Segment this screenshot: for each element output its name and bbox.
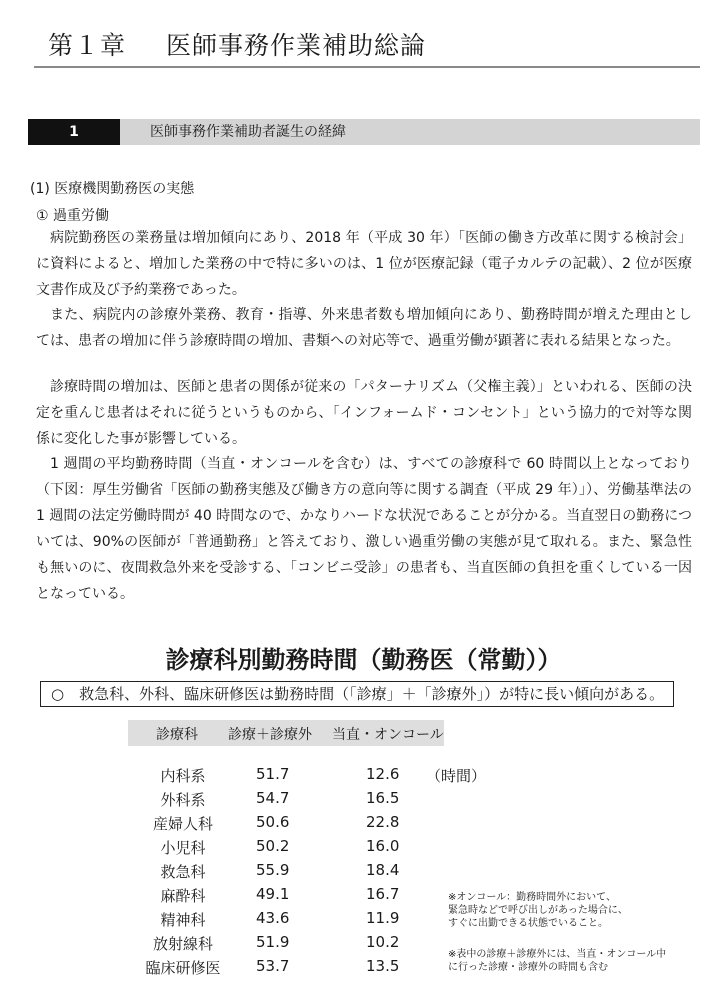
subsubsection-heading: ① 過重労働: [36, 208, 110, 224]
table-row: [128, 837, 428, 861]
oncall-hours: 16.7: [366, 885, 400, 903]
chapter-rule: [34, 66, 700, 68]
body-paragraph: 1 週間の平均勤務時間（当直・オンコールを含む）は、すべての診療科で 60 時間以上となっており（下図：厚生労働省「医師の勤務実態及び働き方の意向等に関する調査（平成 29 年）」）、労働基準法の 1 週間の法定労働時間が 40 時間なので、かなりハードな状況であることが分かる。当直翌日の勤務については、90%の医師が「普通勤務」と答えており、激しい過重労働の実態が見て取れる。また、緊急性も無いのに、夜間救急外来を受診する、「コンビニ受診」の患者も、当直医師の負担を重くしている一因となっている。: [36, 456, 692, 602]
oncall-hours: 10.2: [366, 933, 400, 951]
body-paragraph: 病院勤務医の業務量は増加傾向にあり、2018 年（平成 30 年）「医師の働き方改革に関する検討会」に資料によると、増加した業務の中で特に多いのは、1 位が医療記録（電子カルテの記載）、2 位が医療文書作成及び予約業務であった。: [36, 230, 692, 298]
oncall-hours: 12.6: [366, 765, 400, 783]
oncall-hours: 16.5: [366, 789, 400, 807]
table-row: [128, 957, 428, 981]
work-hours: 50.6: [256, 813, 290, 831]
section-title: 医師事務作業補助者誕生の経緯: [150, 124, 346, 140]
table-row: [128, 933, 428, 957]
work-hours: 51.7: [256, 765, 290, 783]
table-row: [128, 789, 428, 813]
header-oncall-hours: 当直・オンコール: [332, 727, 444, 743]
table-row: [128, 885, 428, 909]
summary-note-box: ○ 救急科、外科、臨床研修医は勤務時間（「診療」＋「診療外」）が特に長い傾向がある。: [40, 681, 674, 707]
oncall-footnote: ※オンコール：勤務時間外において、 緊急時などで呼び出しがあった場合に、 すぐに出勤できる状態でいること。: [448, 892, 628, 929]
work-hours: 54.7: [256, 789, 290, 807]
dept-name: 救急科: [160, 863, 206, 881]
table-footnote: ※表中の診療＋診療外には、当直・オンコール中 に行った診療・診療外の時間も含む: [448, 949, 667, 973]
body-paragraph: 診療時間の増加は、医師と患者の関係が従来の「パターナリズム（父権主義）」といわれる、医師の決定を重んじ患者はそれに従うというものから、「インフォームド・コンセント」という協力的で対等な関係に変化した事が影響している。: [36, 379, 692, 447]
section-bar: [28, 119, 700, 145]
work-hours: 51.9: [256, 933, 290, 951]
dept-name: 麻酔科: [160, 887, 206, 905]
dept-name: 放射線科: [152, 935, 213, 953]
dept-name: 小児科: [160, 839, 206, 857]
oncall-hours: 22.8: [366, 813, 400, 831]
oncall-hours: 18.4: [366, 861, 400, 879]
body-paragraph: また、病院内の診療外業務、教育・指導、外来患者数も増加傾向にあり、勤務時間が増えた理由としては、患者の増加に伴う診療時間の増加、書類への対応等で、過重労働が顕著に表れる結果となった。: [36, 307, 692, 349]
work-hours: 53.7: [256, 957, 290, 975]
table-row: [128, 765, 428, 789]
dept-name: 精神科: [160, 911, 206, 929]
chapter-heading: [48, 26, 426, 62]
chapter-title: 医師事務作業補助総論: [166, 31, 427, 60]
chapter-number: 第１章: [48, 31, 127, 60]
dept-name: 外科系: [160, 791, 206, 809]
work-hours: 50.2: [256, 837, 290, 855]
oncall-hours: 16.0: [366, 837, 400, 855]
header-dept: 診療科: [156, 727, 198, 743]
table-row: [128, 909, 428, 933]
work-hours: 43.6: [256, 909, 290, 927]
table-row: [128, 861, 428, 885]
oncall-hours: 11.9: [366, 909, 400, 927]
table-row: [128, 813, 428, 837]
work-hours: 55.9: [256, 861, 290, 879]
table-header: [128, 720, 444, 746]
dept-name: 内科系: [160, 767, 206, 785]
unit-label: （時間）: [426, 767, 487, 785]
section-number: 1: [28, 119, 120, 145]
dept-name: 臨床研修医: [145, 959, 221, 977]
oncall-hours: 13.5: [366, 957, 400, 975]
work-hours: 49.1: [256, 885, 290, 903]
subsection-heading: (1) 医療機関勤務医の実態: [30, 181, 195, 197]
header-work-hours: 診療＋診療外: [228, 727, 312, 743]
table-title: 診療科別勤務時間（勤務医（常勤））: [165, 646, 562, 674]
dept-name: 産婦人科: [152, 815, 213, 833]
